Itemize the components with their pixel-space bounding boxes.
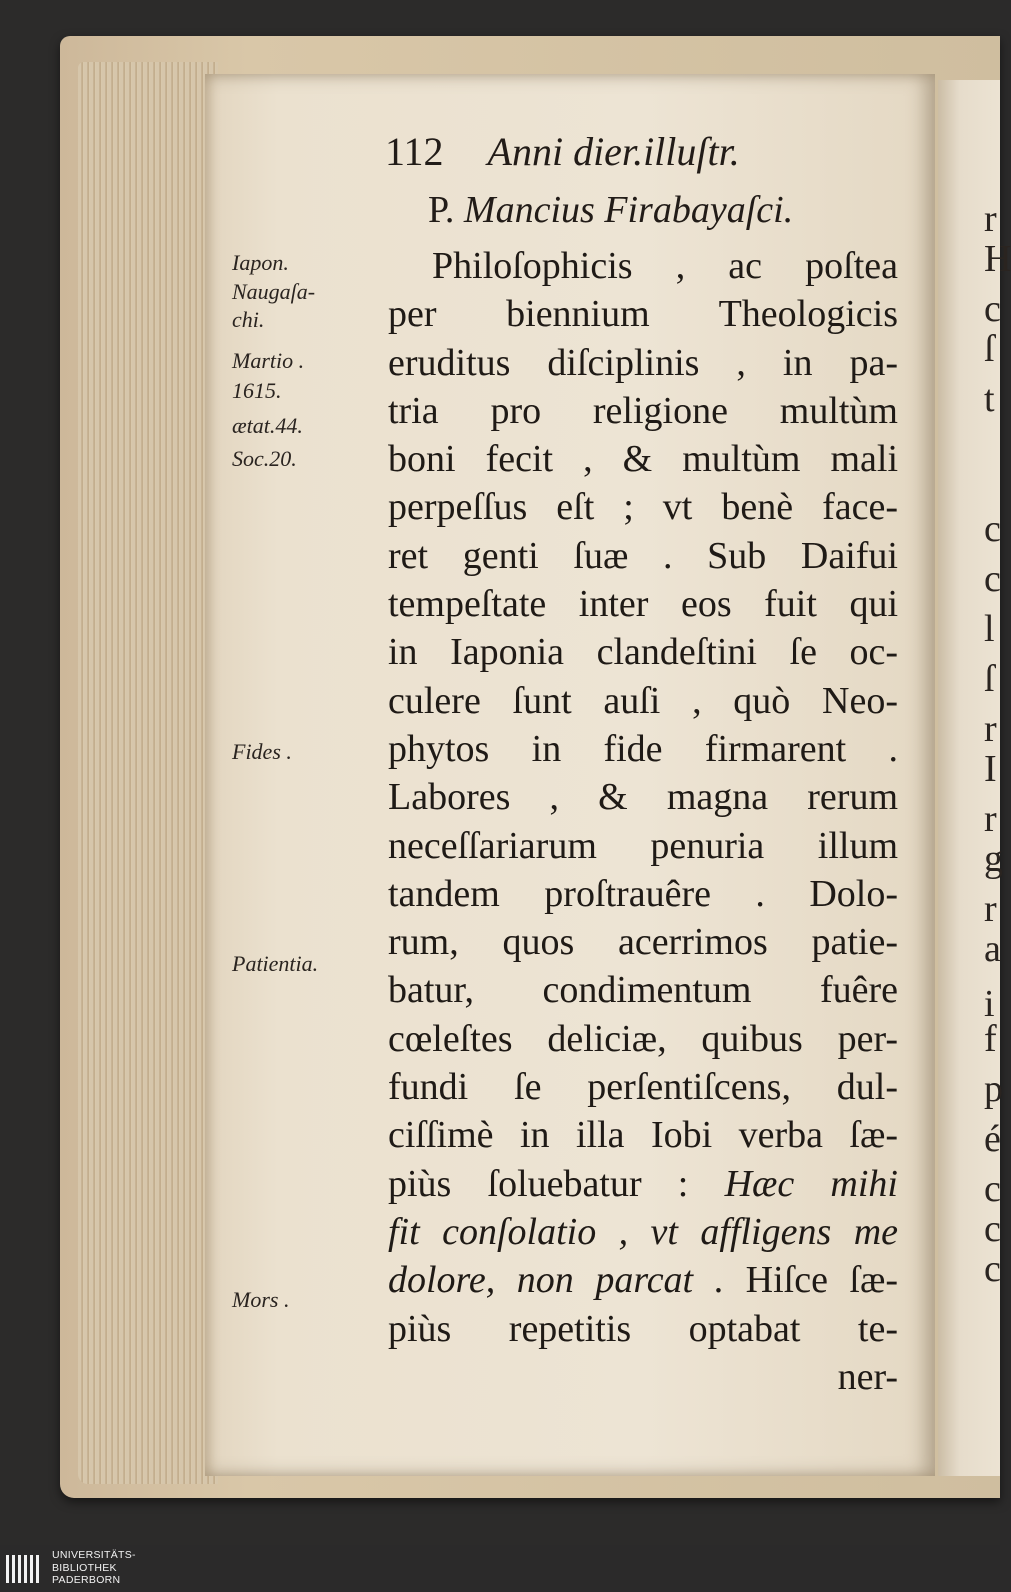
text-line: rum, quos acerrimos patie- — [388, 921, 898, 964]
next-page-letter: c — [984, 1248, 1001, 1290]
next-page-letter: r — [984, 888, 997, 930]
next-page-letter: ſ — [984, 328, 995, 370]
next-page-letter: é — [984, 1118, 1001, 1160]
next-page-letter: a — [984, 928, 1001, 970]
quote-end: dolore, non parcat . — [388, 1259, 725, 1302]
next-page-letter: c — [984, 1208, 1001, 1250]
text-line: cœleſtes deliciæ, quibus per- — [388, 1017, 898, 1060]
page-number: 112 — [385, 129, 444, 174]
text-line: in Iaponia clandeſtini ſe oc- — [388, 631, 898, 674]
quote-start: Hæc mihi — [724, 1162, 898, 1205]
page-edges — [78, 62, 218, 1484]
next-page-letter: r — [984, 198, 997, 240]
margin-note: 1615. — [232, 378, 282, 403]
footer-bar — [0, 1545, 1000, 1592]
logo-line: PADERBORN — [52, 1574, 121, 1586]
margin-note: Naugaſa- — [232, 279, 316, 304]
body-text — [388, 242, 898, 1401]
text-line: tria pro religione multùm — [388, 389, 898, 432]
title-name: Mancius Firabayaſci. — [463, 189, 794, 231]
text-line: ret genti ſuæ . Sub Daifui — [388, 534, 898, 577]
library-logo-text — [52, 1549, 136, 1587]
margin-note: Soc.20. — [232, 446, 297, 471]
next-page-letter: i — [984, 983, 995, 1025]
next-page-letter: I — [984, 748, 997, 790]
text-line: eruditus diſciplinis , in pa- — [388, 341, 898, 384]
text-line: fundi ſe perſentiſcens, dul- — [388, 1066, 898, 1109]
margin-note: ætat.44. — [232, 413, 303, 438]
text-line-quote: fit conſolatio , vt affligens me — [388, 1210, 898, 1253]
margin-note: Patientia. — [232, 951, 319, 976]
margin-note: Fides . — [232, 739, 292, 764]
text-line — [388, 1160, 898, 1208]
title-prefix: P. — [428, 189, 455, 231]
next-page-letter: p — [984, 1068, 1003, 1110]
next-page-letter: g — [984, 838, 1003, 880]
text-line: phytos in fide firmarent . — [388, 727, 898, 770]
logo-line: BIBLIOTHEK — [52, 1561, 117, 1574]
text-line: piùs repetitis optabat te- — [388, 1307, 898, 1350]
text-line: per biennium Theologicis — [388, 293, 898, 336]
text-line: culere ſunt auſi , quò Neo- — [388, 679, 898, 722]
text-line — [388, 1256, 898, 1304]
text-line: perpeſſus eſt ; vt benè face- — [388, 486, 898, 529]
text-line: batur, condimentum fuêre — [388, 969, 898, 1012]
next-page-letter: f — [984, 1018, 997, 1060]
right-page-fragment — [938, 80, 1011, 1476]
text-line: tandem proſtrauêre . Dolo- — [388, 872, 898, 915]
next-page-letter: c — [984, 288, 1001, 330]
running-header — [385, 128, 740, 175]
next-page-letter: ſ — [984, 658, 995, 700]
text-line-tail: Hiſce ſæ- — [745, 1259, 898, 1302]
margin-note: Martio . — [232, 348, 305, 373]
margin-note: Mors . — [232, 1287, 290, 1312]
text-line: ciſſimè in illa Iobi verba ſæ- — [388, 1114, 898, 1157]
next-page-letter: c — [984, 1168, 1001, 1210]
next-page-letter: H — [984, 238, 1011, 280]
next-page-letter: r — [984, 708, 997, 750]
next-page-letter: l — [984, 608, 995, 650]
next-page-letter: c — [984, 508, 1001, 550]
margin-note: Iapon. — [232, 250, 289, 275]
library-logo-icon — [6, 1551, 44, 1587]
margin-note: chi. — [232, 307, 265, 332]
text-line: Philoſophicis , ac poſtea — [432, 245, 898, 287]
running-title: Anni dier.illuſtr. — [487, 129, 740, 174]
text-line: Labores , & magna rerum — [388, 776, 898, 819]
text-line-head: piùs ſoluebatur : — [388, 1162, 689, 1205]
next-page-letter: c — [984, 558, 1001, 600]
next-page-letter: t — [984, 378, 995, 420]
text-line: boni fecit , & multùm mali — [388, 438, 898, 481]
next-page-letter: r — [984, 798, 997, 840]
text-line: neceſſariarum penuria illum — [388, 824, 898, 867]
section-title — [428, 188, 793, 232]
catchword: ner- — [837, 1355, 898, 1398]
logo-line: UNIVERSITÄTS- — [52, 1549, 136, 1561]
text-line: tempeſtate inter eos fuit qui — [388, 583, 898, 626]
